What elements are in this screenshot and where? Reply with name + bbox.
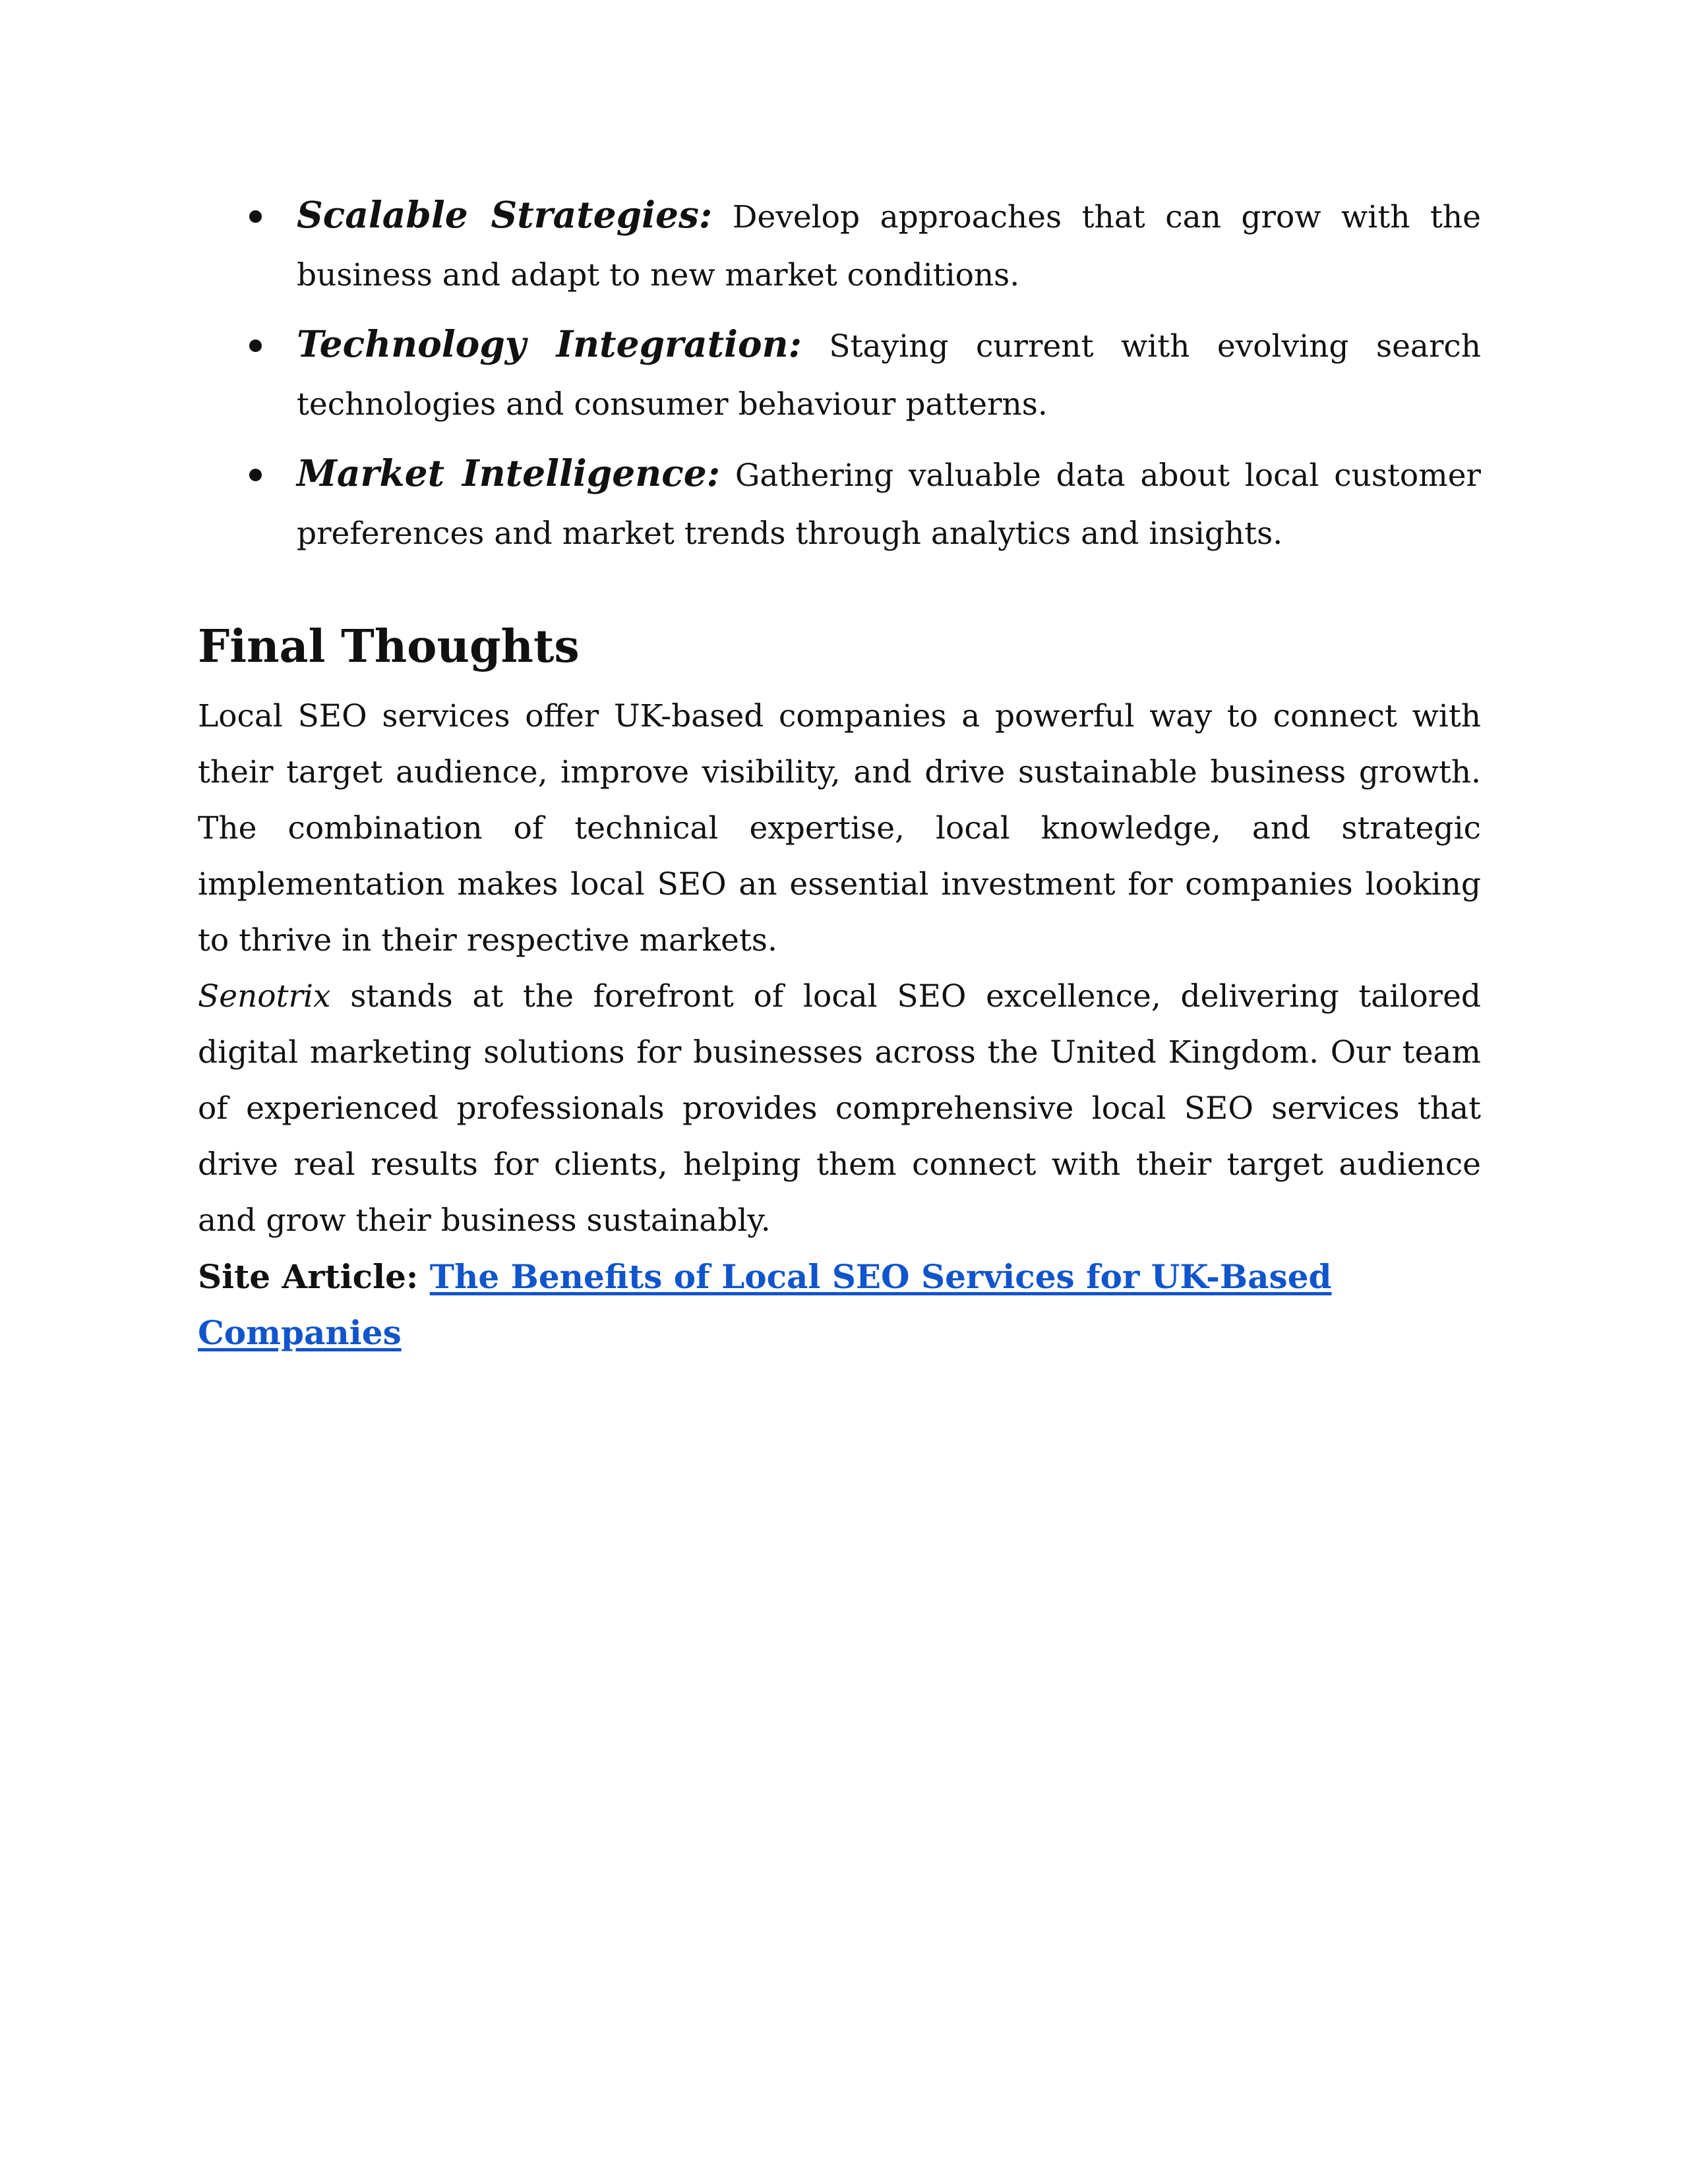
bullet-dot-icon (249, 469, 262, 481)
bullet-text: Gathering valuable data about local customer preferences and market trends through analytics and insights. (297, 457, 1481, 552)
bullet-term: Market Intelligence: (297, 452, 721, 494)
bullet-term: Scalable Strategies: (297, 193, 713, 236)
site-article-label: Site Article: (198, 1257, 419, 1296)
list-item (198, 315, 1481, 434)
bullet-list (198, 186, 1481, 563)
section-heading: Final Thoughts (198, 620, 580, 673)
bullet-text: Develop approaches that can grow with the business and adapt to new market conditions. (297, 199, 1481, 293)
paragraph-company (198, 968, 1481, 1249)
bullet-dot-icon (249, 339, 262, 352)
bullet-term: Technology Integration: (297, 322, 802, 365)
site-article-link[interactable]: The Benefits of Local SEO Services for UK-Based Companies (198, 1257, 1332, 1352)
paragraph-company-text: stands at the forefront of local SEO excellence, delivering tailored digital marketing solutions for businesses across the United Kingdom. Our team of experienced professionals provides comprehensive local SEO services that drive real results for clients, helping them connect with their target audience and grow their business sustainably. (198, 978, 1481, 1239)
list-item (198, 186, 1481, 305)
bullet-dot-icon (249, 210, 262, 223)
document-page (198, 186, 1481, 1361)
paragraph-intro: Local SEO services offer UK-based companies a powerful way to connect with their target audience, improve visibility, and drive sustainable business growth. The combination of technical expertise, local knowledge, and strategic implementation makes local SEO an essential investment for companies looking to thrive in their respective markets. (198, 698, 1481, 959)
brand-name: Senotrix (198, 978, 331, 1015)
list-item (198, 444, 1481, 563)
site-article-line (198, 1249, 1481, 1361)
bullet-text: Staying current with evolving search technologies and consumer behaviour patterns. (297, 328, 1482, 423)
